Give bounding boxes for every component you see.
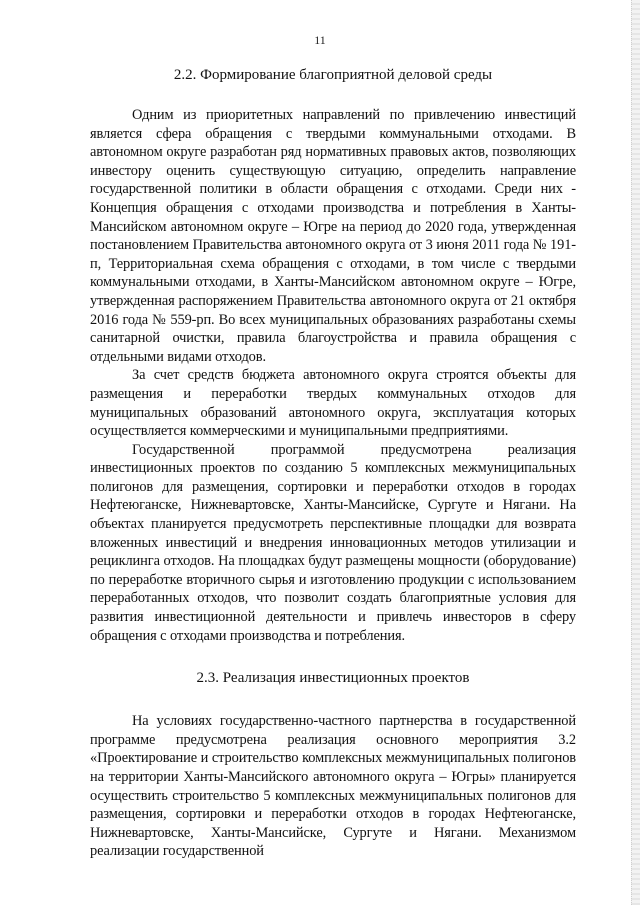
paragraph: Государственной программой предусмотрена реализация инвестиционных проектов по созданию 5 комплексных межмуниципальных полигонов для размещения, сортировки и переработки отходов в городах Нефтеюганске, Нижневартовске, Ханты-Мансийске, Сургуте и Нягани. На объектах планируется предусмотреть перспективные площадки для возврата вложенных инвестиций и внедрения инновационных методов утилизации и рециклинга отходов. На площадках будут размещены мощности (оборудование) по переработке вторичного сырья и изготовлению продукции с использованием переработанных отходов, что позволит создать благоприятные условия для развития инвестиционной деятельности и привлечь инвесторов в сферу обращения с отходами производства и потребления.: [90, 441, 576, 644]
paragraph: На условиях государственно-частного партнерства в государственной программе предусмотрена реализация основного мероприятия 3.2 «Проектирование и строительство комплексных межмуниципальных полигонов на территории Ханты-Мансийского автономного округа – Югры» планируется осуществить строительство 5 комплексных межмуниципальных полигонов для размещения, сортировки и переработки отходов в городах Нефтеюганске, Нижневартовске, Ханты-Мансийске, Сургуте и Нягани. Механизмом реализации государственной: [90, 713, 576, 860]
page-number: 11: [314, 33, 326, 47]
paragraph: Одним из приоритетных направлений по привлечению инвестиций является сфера обращения с твердыми коммунальными отходами. В автономном округе разработан ряд нормативных правовых актов, позволяющих инвестору оценить существующую ситуацию, определить направление государственной политики в области обращения с отходами. Среди них - Концепция обращения с отходами производства и потребления в Ханты-Мансийском автономном округе – Югре на период до 2020 года, утвержденная постановлением Правительства автономного округа от 3 июня 2011 года № 191-п, Территориальная схема обращения с отходами, в том числе с твердыми коммунальными отходами, в Ханты-Мансийском автономном округе – Югре, утвержденная распоряжением Правительства автономного округа от 21 октября 2016 года № 559-рп. Во всех муниципальных образованиях разработаны схемы санитарной очистки, правила благоустройства и правила обращения с отдельными видами отходов.: [90, 107, 576, 365]
scan-edge: [631, 0, 640, 905]
section-heading-2-2: 2.2. Формирование благоприятной деловой среды: [173, 67, 493, 83]
document-body: [90, 64, 576, 861]
section-heading-2-3: 2.3. Реализация инвестиционных проектов: [196, 670, 470, 687]
paragraph: За счет средств бюджета автономного округа строятся объекты для размещения и переработки твердых коммунальных отходов для муниципальных образований автономного округа, эксплуатация которых осуществляется коммерческими и муниципальными предприятиями.: [90, 367, 576, 440]
